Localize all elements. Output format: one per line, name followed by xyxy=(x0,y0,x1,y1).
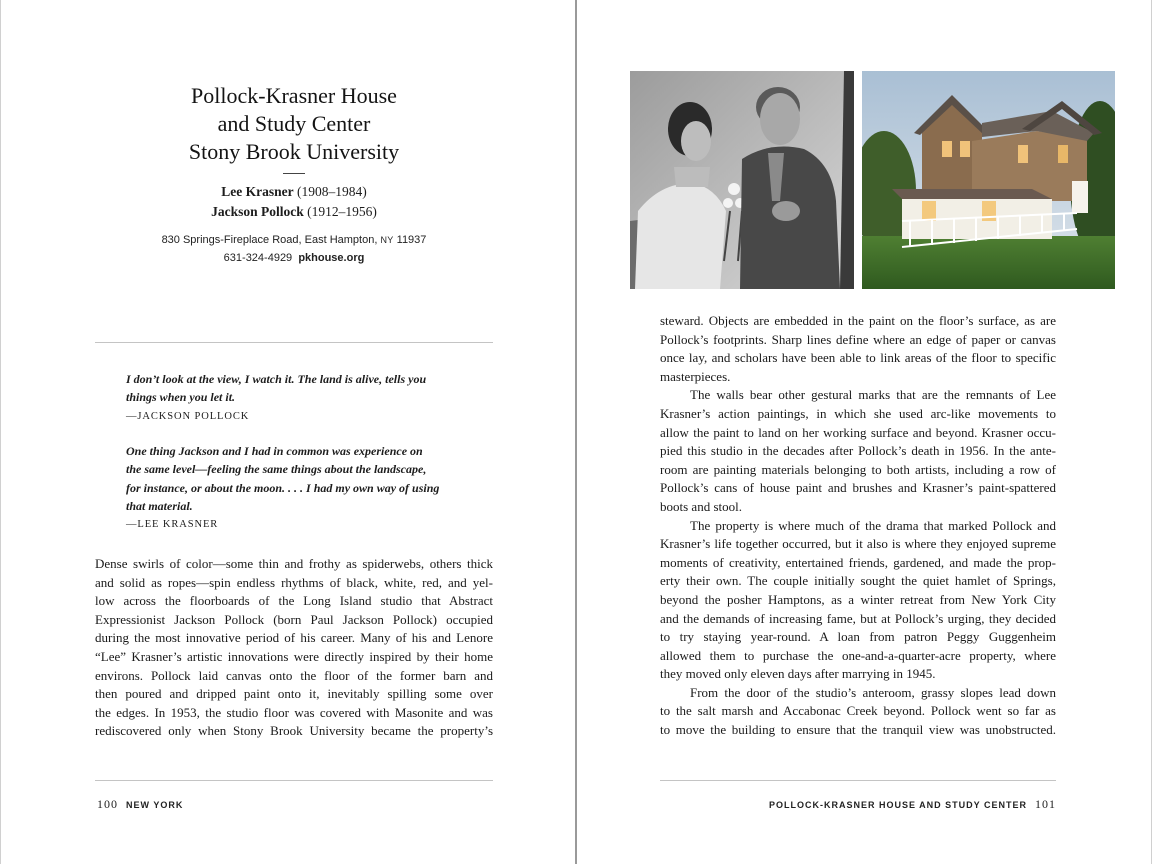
body-line: and solid as ropes—spin endless rhythms of black, white, red, and yel- xyxy=(95,574,493,590)
artist-dates: (1912–1956) xyxy=(307,204,377,219)
title-line: and Study Center xyxy=(217,111,371,136)
body-line: Krasner’s action paintings, in which she used arc-like movements to xyxy=(660,405,1056,421)
body-line: masterpieces. xyxy=(660,368,731,384)
address-zip: 11937 xyxy=(396,234,427,246)
body-line: Krasner’s life together occurred, but it also is where they enjoyed supreme xyxy=(660,536,1056,552)
right-page xyxy=(577,0,1152,864)
contact-info xyxy=(95,231,493,267)
quote-attribution: —JACKSON POLLOCK xyxy=(126,410,250,422)
phone-number: 631-324-4929 xyxy=(223,252,293,264)
artist-dates: (1908–1984) xyxy=(296,184,367,199)
running-footer-label: NEW YORK xyxy=(126,800,184,810)
portrait-photo-icon xyxy=(630,71,854,289)
running-footer-label: POLLOCK-KRASNER HOUSE AND STUDY CENTER xyxy=(768,800,1027,810)
quote-line: things when you let it. xyxy=(126,390,236,405)
body-line: allow the paint to land on her working surface and beyond. Krasner occu- xyxy=(660,424,1056,440)
body-line: the edges. In 1953, the studio floor was covered with Masonite and was xyxy=(95,704,493,720)
page-number: 101 xyxy=(1035,797,1056,811)
photo-krasner-pollock-portrait xyxy=(630,71,854,289)
running-footer xyxy=(769,797,1056,812)
body-line: The property is where much of the drama that marked Pollock and xyxy=(690,517,1056,533)
address-street: 830 Springs-Fireplace Road, East Hampton, xyxy=(161,234,378,246)
body-line: erty their own. The couple initially sought the quiet hamlet of Springs, xyxy=(660,573,1056,589)
body-line: The walls bear other gestural marks that are the remnants of Lee xyxy=(690,387,1056,403)
artist-name: Lee Krasner xyxy=(221,184,294,199)
body-line: to the salt marsh and Accabonac Creek beyond. Pollock went so far as xyxy=(660,703,1056,719)
body-line: and the demands of increasing fame, but at Pollock’s urging, they decided xyxy=(660,610,1056,626)
title-line: Pollock-Krasner House xyxy=(191,83,397,108)
epigraph-quotes xyxy=(126,370,471,550)
page-title xyxy=(95,82,493,166)
body-line: to try staying year-round. A loan from patron Peggy Guggenheim xyxy=(660,629,1056,645)
artist-list xyxy=(95,182,493,222)
quote-line: One thing Jackson and I had in common was experience on xyxy=(126,443,423,458)
quote-attribution: —LEE KRASNER xyxy=(126,519,219,531)
body-line: once lay, and scholars have been able to link areas of the floor to specific xyxy=(660,350,1056,366)
phone-web-line xyxy=(95,249,493,267)
quote-block xyxy=(126,370,471,426)
farmhouse-photo-icon xyxy=(862,71,1115,289)
body-line: moments of creativity, entertained friends, gardened, and made the prop- xyxy=(660,554,1056,570)
body-line: room are painting materials belonging to both artists, including a row of xyxy=(660,461,1056,477)
footer-divider xyxy=(660,780,1056,781)
running-footer xyxy=(97,797,183,812)
body-line: From the door of the studio’s anteroom, grassy slopes lead down xyxy=(690,684,1056,700)
quote-block xyxy=(126,442,471,535)
body-text-right xyxy=(660,312,1056,740)
artist-entry xyxy=(95,182,493,202)
body-line: they moved only eleven days after marrying in 1945. xyxy=(660,666,936,682)
body-line: to move the building to ensure that the tranquil view was unobstructed. xyxy=(660,722,1056,738)
quote-line: that material. xyxy=(126,499,193,514)
section-divider xyxy=(95,342,493,343)
body-line: steward. Objects are embedded in the paint on the floor’s surface, as are xyxy=(660,313,1056,328)
body-line: Expressionist Jackson Pollock (born Paul Jackson Pollock) occupied xyxy=(95,611,493,627)
body-text-left xyxy=(95,555,493,741)
photo-shingled-farmhouse xyxy=(862,71,1115,289)
body-line: Pollock’s cans of house paint and brushes and Krasner’s paint-spattered xyxy=(660,480,1056,496)
body-line: low across the floorboards of the Long Island studio that Abstract xyxy=(95,593,493,609)
body-line: boots and stool. xyxy=(660,498,742,514)
quote-line: the same level—feeling the same things about the landscape, xyxy=(126,462,427,477)
body-line: rediscovered only when Stony Brook University became the property’s xyxy=(95,723,493,739)
title-divider xyxy=(283,173,305,174)
artist-name: Jackson Pollock xyxy=(211,204,304,219)
footer-divider xyxy=(95,780,493,781)
body-line: during the most innovative period of his career. Many of his and Lenore xyxy=(95,630,493,646)
body-line: Dense swirls of color—some thin and frothy as spiderwebs, others thick xyxy=(95,556,493,571)
body-line: Pollock’s footprints. Sharp lines define where an edge of paper or canvas xyxy=(660,331,1056,347)
address-state: NY xyxy=(380,235,394,245)
body-line: environs. Pollock laid canvas onto the floor of the former barn and xyxy=(95,667,493,683)
body-line: allowed them to purchase the one-and-a-quarter-acre property, where xyxy=(660,647,1056,663)
title-line: Stony Brook University xyxy=(188,139,400,164)
website-link[interactable]: pkhouse.org xyxy=(298,252,365,264)
artist-entry xyxy=(95,202,493,222)
body-line: then poured and dripped paint onto it, inevitably spilling some over xyxy=(95,686,493,702)
street-address xyxy=(95,231,493,249)
body-line: beyond the posher Hamptons, as a winter retreat from New York City xyxy=(660,591,1056,607)
quote-line: I don’t look at the view, I watch it. The land is alive, tells you xyxy=(126,372,427,386)
body-line: pied this studio in the decades after Pollock’s death in 1956. In the ante- xyxy=(660,443,1056,459)
page-number: 100 xyxy=(97,797,118,811)
quote-line: for instance, or about the moon. . . . I had my own way of using xyxy=(126,480,440,495)
body-line: “Lee” Krasner’s artistic innovations were directly inspired by their home xyxy=(95,648,493,664)
